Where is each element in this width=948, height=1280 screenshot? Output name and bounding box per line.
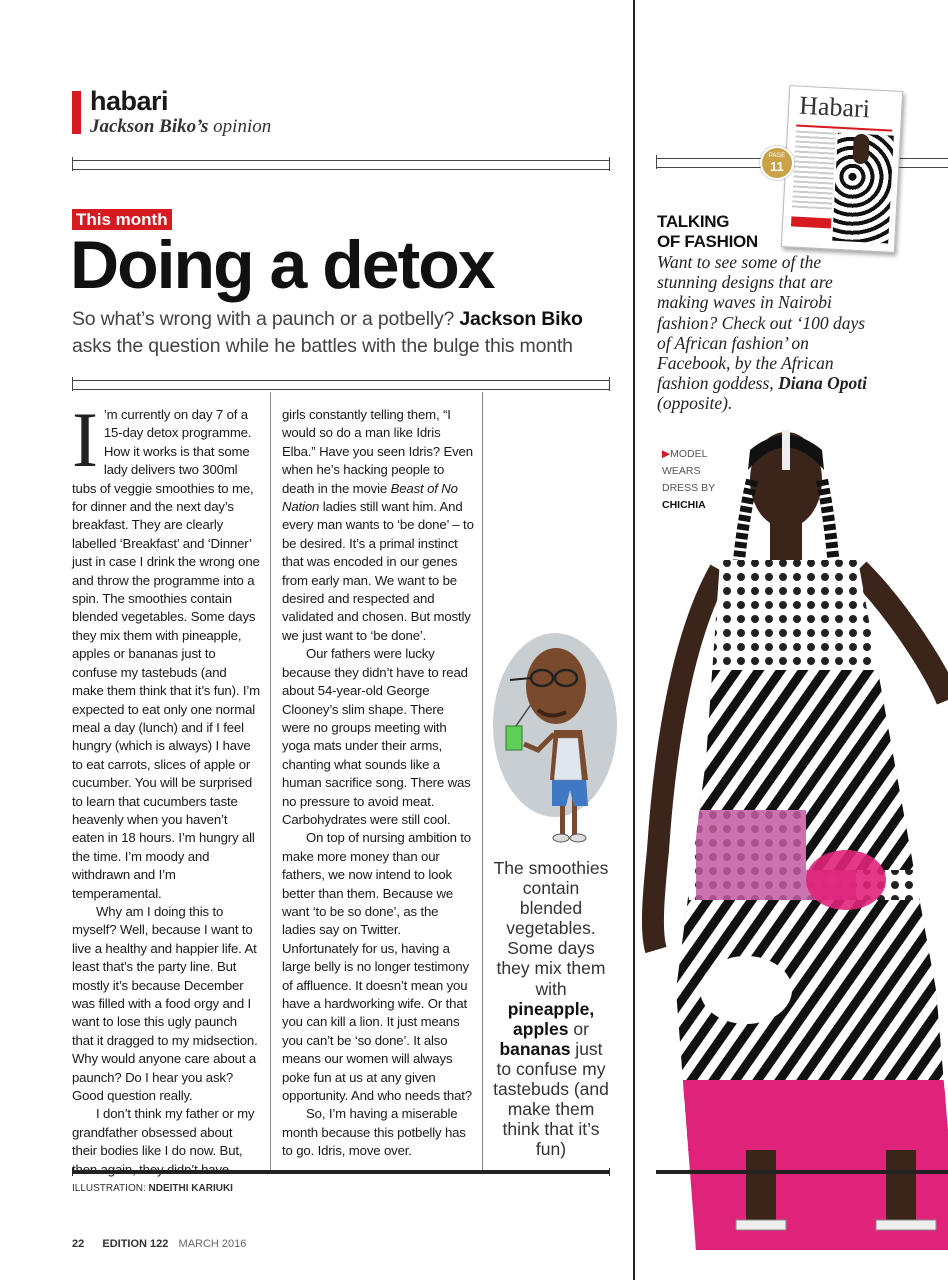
byline-suffix: opinion: [213, 116, 272, 137]
byline: [90, 116, 271, 138]
section-name: habari: [90, 86, 169, 116]
byline-name: Jackson Biko’s: [90, 116, 209, 137]
sidebar-heading-line: OF FASHION: [657, 232, 758, 251]
paragraph: Our fathers were lucky because they didn’t have to read about 54-year-old George Clooney’s slim shape. There were no groups meeting with yoga mats under their arms, chanting what sounds like a human sacrifice song. There was no pressure to avoid meat. Carbohydrates were still cool.: [282, 646, 471, 827]
paragraph: So, I’m having a miserable month because this potbelly has to go. Idris, move over.: [282, 1106, 466, 1159]
sidebar-body-name: Diana Opoti: [778, 373, 868, 394]
drop-cap: I: [72, 396, 98, 483]
section-marker: [72, 91, 81, 134]
column-divider: [482, 392, 483, 1170]
caption-arrow-icon: ▶: [662, 448, 671, 460]
edition: EDITION 122: [102, 1238, 169, 1250]
sidebar-heading-line: TALKING: [657, 212, 730, 231]
pull-quote-text: just to confuse my tastebuds (and make them think that it’s fun): [493, 1038, 609, 1160]
sidebar-body-text: Want to see some of the stunning designs that are making waves in Nairobi fashion? Check out ‘100 days of African fashion’ on Facebook, by the African fashion goddess,: [657, 252, 866, 394]
page-gutter: [633, 0, 635, 1280]
bottom-rule-tick: [72, 1168, 73, 1176]
caption-designer: CHICHIA: [662, 499, 706, 511]
pull-quote-emphasis: bananas: [499, 1038, 571, 1059]
pull-quote-text: The smoothies contain blended vegetables. Some days they mix them with: [493, 858, 609, 999]
paragraph-text: girls constantly telling them, “I would so do a man like Idris Elba.” Have you seen Idris? Even when he’s hacking people to death in the movie: [282, 407, 473, 496]
film-title: Beast of No Nation: [282, 480, 458, 515]
standfirst-author: Jackson Biko: [459, 308, 583, 330]
caption-line: MODEL: [670, 448, 708, 460]
caption-line: DRESS BY: [662, 482, 716, 494]
paragraph: Why am I doing this to myself? Well, because I want to live a healthy and happier life. At least that’s the party line. But mostly it’s because December was filled with a food orgy and I want to lose this ugly paunch that it dragged to my midsection. Why would anyone care about a paunch? Do I hear you ask? Good question really.: [72, 903, 258, 1104]
illustration-credit: [72, 1183, 233, 1194]
page-number: 22: [72, 1238, 85, 1250]
photo-caption: [662, 446, 715, 514]
sidebar-body-text: (opposite).: [657, 393, 733, 414]
magazine-cover-thumbnail: [781, 85, 903, 253]
cover-title: Habari: [798, 90, 871, 124]
page-badge-label: PAGE: [768, 153, 786, 159]
sidebar-body: [657, 252, 869, 414]
fashion-photo: [636, 430, 948, 1280]
standfirst: [72, 306, 612, 360]
sidebar-heading: [657, 212, 758, 252]
right-bottom-rule: [656, 1170, 948, 1174]
kicker-label: This month: [76, 210, 168, 229]
pull-quote-text: or: [568, 1018, 589, 1039]
page-badge: [760, 146, 794, 180]
credit-name: NDEITHI KARIUKI: [148, 1183, 233, 1194]
body-rule: [72, 380, 610, 390]
column-divider: [270, 392, 271, 1170]
paragraph-text: ladies still want him. And every man wants to ‘be done’ – to be desired. It’s a primal instinct that was encoded in our genes from early man. We want to be desired and respected and validated and chosen. But mostly we just want to ‘be done’.: [282, 499, 474, 643]
paragraph: ’m currently on day 7 of a 15-day detox programme. How it works is that some lady delivers two 300ml tubs of veggie smoothies to me, for dinner and the next day’s breakfast. They are clearly labelled ‘Breakfast’ and ‘Dinner’ just in case I drink the wrong one and throw the programme into a spin. The smoothies contain blended vegetables. Some days they mix them with pineapple, apples or bananas just to confuse my tastebuds (and make them think that it’s fun). I’m expected to eat only one normal meal a day (lunch) and if I feel hungry (which is always) I have to eat carrots, slices of apple or cucumber. You will be surprised to learn that cucumbers taste heavenly when you haven’t eaten in 18 hours. I’m hungry all the time. I’m moody and withdrawn and I’m temperamental.: [72, 407, 260, 901]
article-column-1: [72, 396, 260, 1179]
standfirst-text: So what’s wrong with a paunch or a potbelly?: [72, 308, 455, 330]
page-badge-number: 11: [770, 159, 784, 174]
pull-quote-emphasis: pineapple, apples: [507, 998, 595, 1039]
bottom-rule: [72, 1170, 610, 1174]
standfirst-text-2: asks the question while he battles with the bulge this month: [72, 335, 573, 357]
credit-label: ILLUSTRATION:: [72, 1183, 146, 1194]
pull-quote: [490, 858, 612, 1159]
paragraph: I don’t think my father or my grandfather obsessed about their bodies like I do now. But,: [72, 1106, 255, 1159]
folio: [72, 1238, 246, 1250]
article-column-2: [282, 406, 474, 1161]
cartoon-illustration: [490, 630, 620, 852]
caption-line: WEARS: [662, 465, 701, 477]
paragraph: [282, 406, 474, 645]
paragraph: On top of nursing ambition to make more money than our fathers, we now intend to look better than them. Because we want ‘to be so done’, as the ladies say on Twitter. Unfortunately for us, having a large belly is no longer testimony of affluence. It doesn’t mean you have a hardworking wife. Or that you can kill a lion. It just means you can’t be ‘so done’. It also means our women will always poke fun at us at any given opportunity. And who needs that?: [282, 830, 472, 1104]
issue-date: MARCH 2016: [178, 1238, 247, 1250]
bottom-rule-tick: [609, 1168, 610, 1176]
headline: Doing a detox: [70, 227, 494, 303]
header-rule: [72, 160, 610, 170]
